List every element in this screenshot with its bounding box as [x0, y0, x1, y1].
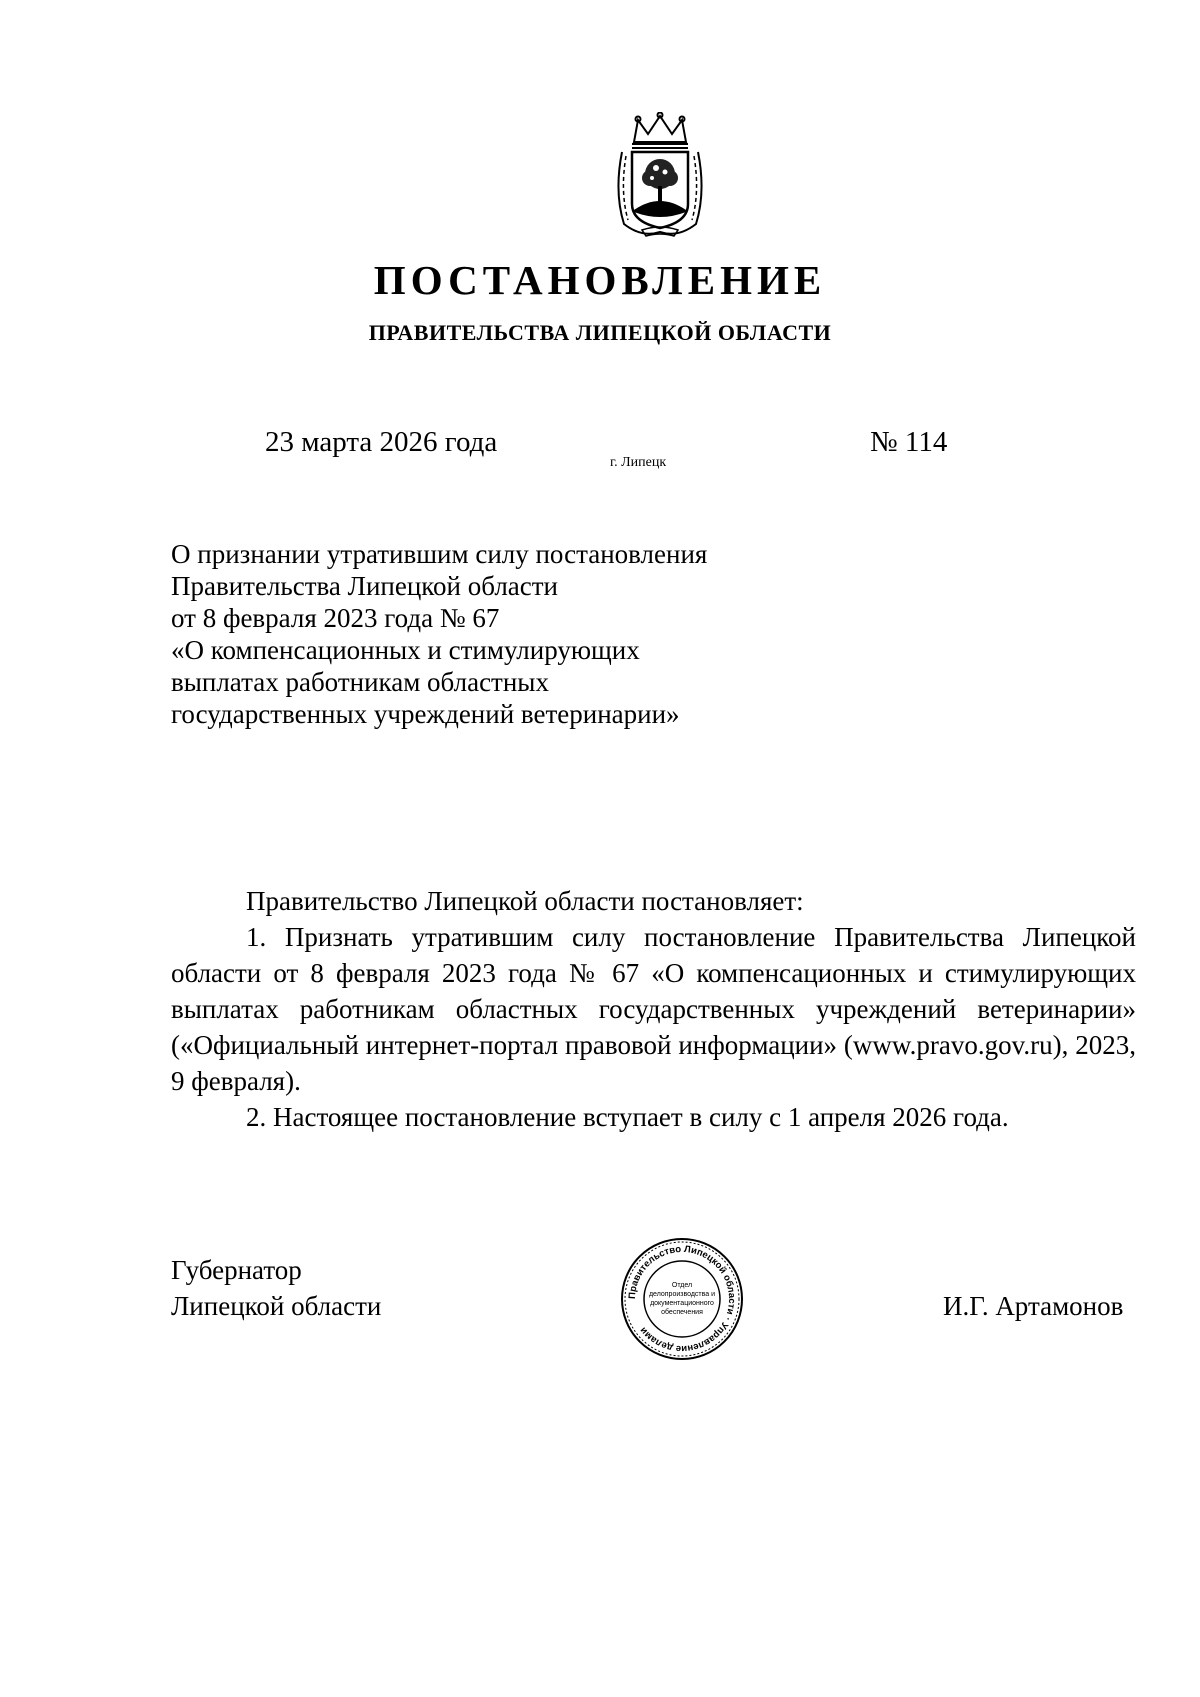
- document-number: № 114: [870, 426, 948, 458]
- document-subject: [171, 538, 811, 730]
- subject-line: от 8 февраля 2023 года № 67: [171, 603, 500, 633]
- issuer-title: ПРАВИТЕЛЬСТВА ЛИПЕЦКОЙ ОБЛАСТИ: [368, 320, 832, 345]
- document-date: 23 марта 2026 года: [265, 426, 498, 458]
- body-item-1: 1. Признать утратившим силу постановление Правительства Липецкой области от 8 февраля 2023 года № 67 «О компенсационных и стимулирующих выплатах работникам областных государственных учреждений ветеринарии» («Официальный интернет-портал правовой информации» (www.pravo.gov.ru), 2023, 9 февраля).: [171, 922, 1136, 1096]
- subject-line: Правительства Липецкой области: [171, 571, 559, 601]
- subject-line: государственных учреждений ветеринарии»: [171, 699, 680, 729]
- subject-line: О признании утратившим силу постановления: [171, 539, 708, 569]
- coat-of-arms-icon: [612, 112, 708, 240]
- subject-line: выплатах работникам областных: [171, 667, 549, 697]
- signatory-position-line: Губернатор: [171, 1255, 302, 1285]
- document-body: [171, 883, 1136, 1135]
- official-stamp: [620, 1237, 744, 1361]
- stamp-inner-line: документационного: [650, 1300, 714, 1307]
- stamp-outer-text: Правительство Липецкой области · Управление делами: [626, 1243, 738, 1355]
- signatory-position: [171, 1252, 381, 1324]
- document-type-title: ПОСТАНОВЛЕНИЕ: [373, 257, 827, 303]
- subject-line: «О компенсационных и стимулирующих: [171, 635, 640, 665]
- stamp-inner-line: Отдел: [671, 1282, 693, 1289]
- stamp-inner-line: обеспечения: [661, 1309, 703, 1316]
- body-item-2: 2. Настоящее постановление вступает в силу с 1 апреля 2026 года.: [246, 1102, 1009, 1132]
- stamp-inner-line: делопроизводства и: [648, 1291, 716, 1298]
- signatory-name: И.Г. Артамонов: [943, 1291, 1124, 1321]
- body-intro: Правительство Липецкой области постановляет:: [246, 886, 804, 916]
- document-city: г. Липецк: [610, 455, 667, 470]
- signatory-position-line: Липецкой области: [171, 1291, 382, 1321]
